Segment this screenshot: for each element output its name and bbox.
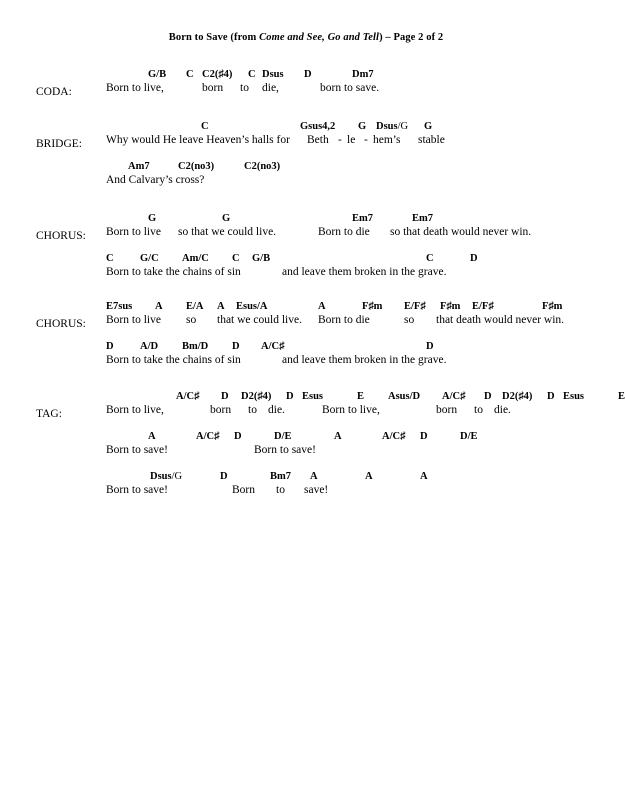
lyric-text: Born to die (318, 226, 370, 238)
chord-symbol (148, 430, 156, 443)
lyric-text: so (186, 314, 197, 326)
chord-symbol (300, 120, 335, 133)
lyric-text: to (248, 404, 257, 416)
chord-symbol-root: Bm/D (182, 341, 209, 352)
chord-symbol-root: Esus (302, 391, 324, 402)
chord-symbol-root: A (318, 301, 326, 312)
lyric-text: Born to live (106, 314, 161, 326)
chord-lyric-line (0, 120, 612, 152)
chord-symbol (362, 300, 382, 313)
section-label: CHORUS: (36, 318, 86, 330)
chord-row (0, 68, 612, 82)
chord-symbol (150, 470, 182, 483)
lyric-row (0, 443, 612, 459)
lyric-text: Born to die (318, 314, 370, 326)
chord-row (0, 300, 612, 314)
chord-lyric-line (0, 252, 612, 284)
chord-symbol-root: G/C (140, 253, 159, 264)
chord-symbol (148, 212, 156, 225)
chord-symbol (542, 300, 562, 313)
lyric-text: Born to save! (106, 444, 168, 456)
chord-symbol-root: D2(♯4) (502, 391, 533, 402)
chord-symbol (106, 252, 114, 265)
chord-symbol-root: E/F♯ (404, 301, 426, 312)
chord-symbol-root: A (310, 471, 318, 482)
chord-row (0, 430, 612, 444)
chord-symbol-root: F♯m (362, 301, 383, 312)
lyric-row (0, 313, 612, 329)
chord-symbol-root: E (618, 391, 625, 402)
lyric-text: die, (262, 82, 279, 94)
chord-symbol (182, 340, 208, 353)
chord-symbol-root: G (424, 121, 433, 132)
chord-symbol-root: D (426, 341, 434, 352)
lyric-row (0, 81, 612, 97)
chord-symbol-root: D (220, 471, 228, 482)
chord-symbol (563, 390, 584, 403)
chord-lyric-line (0, 300, 612, 332)
chord-symbol (618, 390, 625, 403)
chord-symbol-root: D (420, 431, 428, 442)
lyric-text: save! (304, 484, 329, 496)
lyric-text: die. (268, 404, 285, 416)
chord-symbol-root: A/D (140, 341, 159, 352)
chord-symbol-root: Am7 (128, 161, 150, 172)
chord-symbol (148, 68, 166, 81)
lyric-text: born (436, 404, 458, 416)
chord-row (0, 470, 612, 484)
chord-row (0, 252, 612, 266)
chord-symbol (262, 68, 284, 81)
page-title (0, 32, 612, 43)
chord-symbol-root: C2(no3) (244, 161, 281, 172)
page-title-part-2: ) – Page 2 of 2 (379, 32, 444, 43)
chord-symbol (286, 390, 294, 403)
chord-lyric-line (0, 212, 612, 244)
chord-symbol (440, 300, 460, 313)
lyric-row (0, 483, 612, 499)
chord-symbol-root: A (217, 301, 225, 312)
chord-symbol (106, 340, 114, 353)
chord-symbol-root: C (248, 69, 256, 80)
chord-symbol (236, 300, 268, 313)
chord-symbol (547, 390, 555, 403)
chord-symbol-root: A (155, 301, 163, 312)
chord-symbol-root: Bm7 (270, 471, 291, 482)
lyric-text: stable (418, 134, 445, 146)
chord-lyric-line (0, 340, 612, 372)
chord-symbol (140, 340, 158, 353)
chord-lyric-line (0, 390, 625, 422)
chord-symbol (248, 68, 256, 81)
chord-symbol-root: A/C♯ (196, 431, 220, 442)
lyric-row (0, 173, 612, 189)
chord-symbol-root: D/E (460, 431, 478, 442)
lyric-text: Why would He leave Heaven’s halls for (106, 134, 290, 146)
chord-symbol (426, 340, 434, 353)
chord-symbol-root: E/F♯ (472, 301, 494, 312)
chord-symbol-root: C (201, 121, 209, 132)
chord-symbol (318, 300, 326, 313)
lyric-text: Beth (307, 134, 329, 146)
section-label: BRIDGE: (36, 138, 82, 150)
chord-symbol (412, 212, 433, 225)
lyric-text: Born to live (106, 226, 161, 238)
chord-symbol-root: Em7 (412, 213, 433, 224)
chord-symbol-root: C2(no3) (178, 161, 215, 172)
chord-symbol (244, 160, 280, 173)
lyric-text: and leave them broken in the grave. (282, 354, 447, 366)
lyric-text: so that we could live. (178, 226, 277, 238)
lyric-text: Born (232, 484, 255, 496)
chord-symbol (182, 252, 209, 265)
chord-symbol-root: A/C♯ (176, 391, 200, 402)
lyric-text: so that death would never win. (390, 226, 532, 238)
chord-symbol-root: C (232, 253, 240, 264)
chord-symbol (252, 252, 270, 265)
chord-symbol-root: A (148, 431, 156, 442)
chord-symbol-root: F♯m (440, 301, 461, 312)
chord-symbol-root: G/B (148, 69, 167, 80)
lyric-text: Born to save! (106, 484, 168, 496)
lyric-text: and leave them broken in the grave. (282, 266, 447, 278)
chord-symbol-root: D/E (274, 431, 292, 442)
lyric-text: die. (494, 404, 511, 416)
chord-symbol-root: G (358, 121, 367, 132)
lyric-text: to (240, 82, 249, 94)
chord-symbol (420, 430, 428, 443)
page-title-part-1: Born to Save (from (168, 32, 260, 43)
lyric-text: hem’s (373, 134, 401, 146)
chord-symbol (201, 120, 209, 133)
chord-symbol (261, 340, 284, 353)
chord-symbol-root: A (334, 431, 342, 442)
chord-symbol-root: E7sus (106, 301, 133, 312)
chord-symbol (376, 120, 408, 133)
lyric-text: And Calvary’s cross? (106, 174, 205, 186)
chord-symbol (196, 430, 219, 443)
chord-symbol (128, 160, 150, 173)
chord-symbol (426, 252, 434, 265)
chord-symbol-root: E (357, 391, 365, 402)
chord-lyric-line (0, 160, 612, 192)
section-label: CHORUS: (36, 230, 86, 242)
chord-symbol-root: D2(♯4) (241, 391, 272, 402)
chord-symbol (106, 300, 132, 313)
chord-symbol-root: G (148, 213, 157, 224)
chord-symbol-root: D (234, 431, 242, 442)
chord-symbol-root: Dm7 (352, 69, 374, 80)
lyric-text: to (276, 484, 285, 496)
chord-symbol (388, 390, 420, 403)
chord-symbol-root: Am/C (182, 253, 209, 264)
chord-symbol (220, 470, 228, 483)
lyric-row (0, 265, 612, 281)
chord-symbol (460, 430, 478, 443)
chord-symbol-root: D (470, 253, 478, 264)
chord-symbol-root: C (186, 69, 194, 80)
lyric-row (0, 225, 612, 241)
chord-symbol-root: G (222, 213, 231, 224)
chord-symbol (442, 390, 465, 403)
lyric-text: that we could live. (217, 314, 302, 326)
lyric-row (0, 353, 612, 369)
lyric-text: Born to take the chains of sin (106, 266, 241, 278)
chord-symbol-root: D (484, 391, 492, 402)
lyric-text: - (338, 134, 342, 146)
lyric-text: Born to live, (106, 82, 164, 94)
section-label: CODA: (36, 86, 72, 98)
chord-symbol-root: D (106, 341, 114, 352)
chord-symbol (274, 430, 292, 443)
chord-symbol (176, 390, 199, 403)
chord-symbol-root: D (547, 391, 555, 402)
lyric-text: - (364, 134, 368, 146)
lyric-text: Born to take the chains of sin (106, 354, 241, 366)
page-title-musical-source: Come and See, Go and Tell (259, 32, 380, 43)
chord-symbol-root: D (286, 391, 294, 402)
chord-symbol-root: A (420, 471, 428, 482)
chord-symbol (334, 430, 342, 443)
chord-symbol (232, 252, 240, 265)
chord-symbol-root: A/C♯ (382, 431, 406, 442)
chord-symbol-root: D (304, 69, 312, 80)
lyric-text: born to save. (320, 82, 380, 94)
chord-symbol-root: C (106, 253, 114, 264)
chord-symbol-root: A (365, 471, 373, 482)
lyric-text: born (202, 82, 224, 94)
chord-symbol (424, 120, 432, 133)
chord-symbol (234, 430, 242, 443)
chord-row (0, 212, 612, 226)
chord-symbol-root: A/C♯ (442, 391, 466, 402)
chord-symbol-root: Dsus (150, 471, 172, 482)
chord-symbol (202, 68, 232, 81)
lyric-text: to (474, 404, 483, 416)
chord-symbol (241, 390, 271, 403)
chord-symbol-root: Esus (563, 391, 585, 402)
chord-symbol-bass: /G (397, 121, 409, 132)
chord-symbol (186, 68, 194, 81)
chord-symbol (221, 390, 229, 403)
chord-symbol (357, 390, 364, 403)
chord-symbol (217, 300, 225, 313)
chord-symbol (358, 120, 366, 133)
chord-symbol (472, 300, 494, 313)
lyric-text: Born to save! (254, 444, 316, 456)
lyric-row (0, 133, 612, 149)
chord-row (0, 120, 612, 134)
lyric-text: le (347, 134, 356, 146)
chord-symbol-root: F♯m (542, 301, 563, 312)
chord-lyric-line (0, 430, 612, 462)
lyric-text: Born to live, (106, 404, 164, 416)
chord-symbol-root: D (221, 391, 229, 402)
chord-symbol-root: A/C♯ (261, 341, 285, 352)
chord-symbol (404, 300, 426, 313)
chord-symbol (310, 470, 318, 483)
chord-symbol (365, 470, 373, 483)
chord-row (0, 390, 625, 404)
chord-symbol-bass: /G (171, 471, 183, 482)
chord-symbol-root: Em7 (352, 213, 373, 224)
chord-symbol (352, 212, 373, 225)
chord-symbol (420, 470, 428, 483)
chord-symbol (302, 390, 323, 403)
chord-symbol-root: C (426, 253, 434, 264)
chord-symbol-root: Dsus (262, 69, 284, 80)
lyric-text: so (404, 314, 415, 326)
lyric-text: born (210, 404, 232, 416)
chord-symbol-root: Dsus (376, 121, 398, 132)
chord-symbol (470, 252, 478, 265)
chord-symbol-root: Asus/D (388, 391, 421, 402)
chord-symbol-root: C2(♯4) (202, 69, 233, 80)
chord-symbol-root: G/B (252, 253, 271, 264)
chord-symbol (178, 160, 214, 173)
chord-symbol-root: E/A (186, 301, 204, 312)
chord-symbol (186, 300, 204, 313)
chord-symbol (232, 340, 240, 353)
chord-symbol-root: Esus/A (236, 301, 268, 312)
chord-symbol (382, 430, 405, 443)
chord-symbol-root: Gsus4,2 (300, 121, 336, 132)
chord-symbol (304, 68, 312, 81)
chord-symbol (502, 390, 532, 403)
chord-lyric-line (0, 68, 612, 100)
section-label: TAG: (36, 408, 62, 420)
chord-symbol (270, 470, 291, 483)
lyric-text: Born to live, (322, 404, 380, 416)
chord-row (0, 340, 612, 354)
lyric-row (0, 403, 612, 419)
chord-symbol (155, 300, 163, 313)
chord-lyric-line (0, 470, 612, 502)
chord-symbol-root: D (232, 341, 240, 352)
lyric-text: that death would never win. (436, 314, 565, 326)
chord-symbol (484, 390, 492, 403)
chord-symbol (140, 252, 159, 265)
chord-symbol (222, 212, 230, 225)
chord-symbol (352, 68, 374, 81)
chord-row (0, 160, 612, 174)
